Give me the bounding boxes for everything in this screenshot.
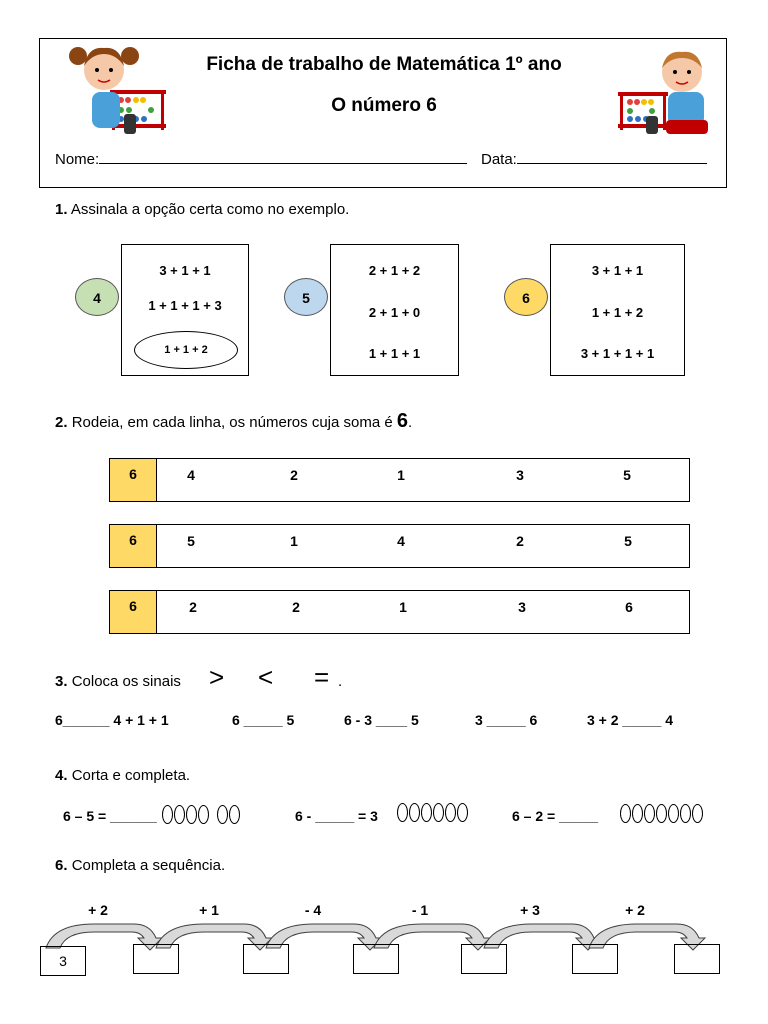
q2-number-cell[interactable]: 1 bbox=[290, 533, 298, 549]
q2-number-cell[interactable]: 6 bbox=[625, 599, 633, 615]
q1-target-4: 4 bbox=[75, 278, 119, 316]
q2-number-cell[interactable]: 5 bbox=[623, 467, 631, 483]
seq-answer-box[interactable] bbox=[133, 944, 179, 974]
q2-number-cell[interactable]: 1 bbox=[399, 599, 407, 615]
q1-number: 1. bbox=[55, 201, 68, 218]
q1-option[interactable]: 2 + 1 + 0 bbox=[368, 305, 421, 320]
q2-number-cell[interactable]: 3 bbox=[518, 599, 526, 615]
q1-options-box-2 bbox=[330, 244, 459, 376]
less-than-sign: < bbox=[258, 662, 274, 692]
q2-number-cell[interactable]: 1 bbox=[397, 467, 405, 483]
greater-than-sign: > bbox=[209, 662, 225, 692]
q1-options-box-1 bbox=[121, 244, 249, 376]
name-field[interactable] bbox=[55, 150, 467, 168]
q4-beads-1 bbox=[162, 805, 241, 824]
q3-item[interactable]: 6 - 3 ____ 5 bbox=[344, 712, 419, 728]
seq-op: - 1 bbox=[411, 902, 429, 918]
q1-target-6: 6 bbox=[504, 278, 548, 316]
q1-options-box-3 bbox=[550, 244, 685, 376]
q1-text: Assinala a opção certa como no exemplo. bbox=[70, 201, 350, 218]
q6-heading bbox=[55, 857, 225, 874]
seq-answer-box[interactable] bbox=[674, 944, 720, 974]
q2-number-cell[interactable]: 2 bbox=[292, 599, 300, 615]
q3-heading bbox=[55, 673, 181, 690]
q1-option[interactable]: 2 + 1 + 2 bbox=[368, 263, 421, 278]
seq-start-box: 3 bbox=[40, 946, 86, 976]
q3-item[interactable]: 3 + 2 _____ 4 bbox=[587, 712, 674, 728]
q1-target-5: 5 bbox=[284, 278, 328, 316]
q2-target: 6 bbox=[396, 410, 408, 432]
q2-row-target: 6 bbox=[110, 591, 157, 633]
q3-item[interactable]: 3 _____ 6 bbox=[475, 712, 538, 728]
q4-beads-3 bbox=[620, 804, 704, 823]
q2-number-cell[interactable]: 2 bbox=[516, 533, 524, 549]
q3-end: . bbox=[338, 673, 343, 690]
q2-number: 2. bbox=[55, 414, 68, 431]
q2-row-target: 6 bbox=[110, 525, 157, 567]
q1-option-circled[interactable]: 1 + 1 + 2 bbox=[134, 331, 238, 369]
q2-row-1 bbox=[109, 458, 690, 502]
q4-heading bbox=[55, 767, 190, 784]
q2-number-cell[interactable]: 2 bbox=[189, 599, 197, 615]
date-field[interactable] bbox=[481, 150, 707, 168]
q1-option[interactable]: 1 + 1 + 1 bbox=[368, 346, 421, 361]
q2-number-cell[interactable]: 4 bbox=[397, 533, 405, 549]
q3-item[interactable]: 6______ 4 + 1 + 1 bbox=[55, 712, 169, 728]
q4-item[interactable]: 6 – 2 = _____ bbox=[512, 808, 599, 824]
q1-option[interactable]: 3 + 1 + 1 bbox=[591, 263, 644, 278]
q1-option[interactable]: 3 + 1 + 1 bbox=[159, 263, 211, 278]
q2-number-cell[interactable]: 5 bbox=[624, 533, 632, 549]
date-label: Data: bbox=[481, 151, 517, 168]
q2-number-cell[interactable]: 5 bbox=[187, 533, 195, 549]
seq-op: + 2 bbox=[88, 902, 108, 918]
q2-number-cell[interactable]: 2 bbox=[290, 467, 298, 483]
q3-number: 3. bbox=[55, 673, 68, 690]
q2-text: Rodeia, em cada linha, os números cuja soma é bbox=[71, 414, 393, 431]
equals-sign: = bbox=[314, 662, 330, 692]
q4-number: 4. bbox=[55, 767, 68, 784]
q4-item[interactable]: 6 - _____ = 3 bbox=[295, 808, 378, 824]
seq-answer-box[interactable] bbox=[243, 944, 289, 974]
q4-item[interactable]: 6 – 5 = ______ bbox=[63, 808, 157, 824]
q2-row-target: 6 bbox=[110, 459, 157, 501]
seq-op: + 3 bbox=[520, 902, 540, 918]
q2-number-cell[interactable]: 4 bbox=[187, 467, 195, 483]
seq-answer-box[interactable] bbox=[461, 944, 507, 974]
q2-row-3 bbox=[109, 590, 690, 634]
seq-answer-box[interactable] bbox=[572, 944, 618, 974]
name-label: Nome: bbox=[55, 151, 100, 168]
q1-heading bbox=[55, 201, 349, 218]
seq-op: - 4 bbox=[304, 902, 322, 918]
seq-op: + 1 bbox=[199, 902, 219, 918]
seq-op: + 2 bbox=[625, 902, 645, 918]
q2-row-2 bbox=[109, 524, 690, 568]
q1-option[interactable]: 1 + 1 + 2 bbox=[591, 305, 644, 320]
q2-end: . bbox=[408, 414, 413, 431]
q3-text: Coloca os sinais bbox=[71, 673, 181, 690]
seq-answer-box[interactable] bbox=[353, 944, 399, 974]
page-title: Ficha de trabalho de Matemática 1º ano bbox=[206, 54, 562, 75]
q2-number-cell[interactable]: 3 bbox=[516, 467, 524, 483]
page-subtitle: O número 6 bbox=[331, 95, 437, 116]
q6-number: 6. bbox=[55, 857, 68, 874]
q4-text: Corta e completa. bbox=[71, 767, 191, 784]
q3-item[interactable]: 6 _____ 5 bbox=[232, 712, 295, 728]
q6-text: Completa a sequência. bbox=[71, 857, 226, 874]
q1-option[interactable]: 1 + 1 + 1 + 3 bbox=[148, 298, 222, 313]
q1-option[interactable]: 3 + 1 + 1 + 1 bbox=[580, 346, 655, 361]
q4-beads-2 bbox=[397, 803, 469, 822]
q2-heading bbox=[55, 410, 412, 433]
